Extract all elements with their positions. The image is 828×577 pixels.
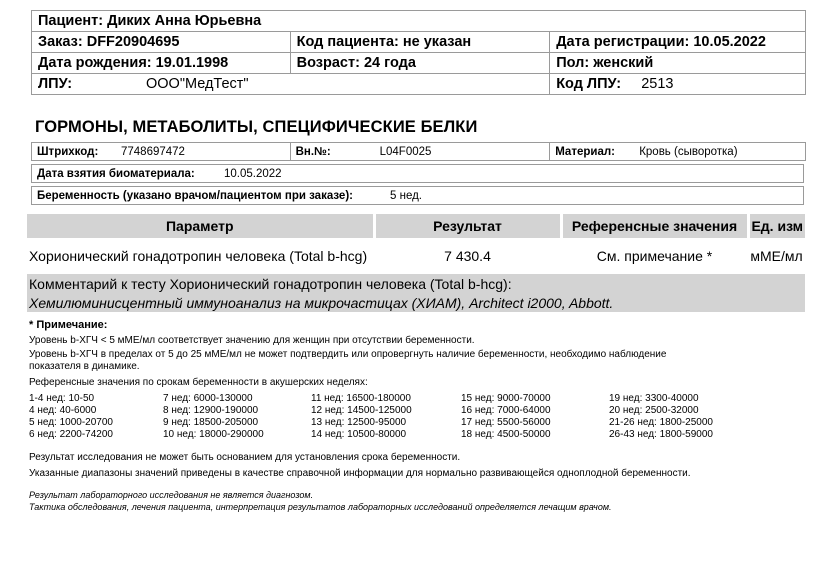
patient-name: Диких Анна Юрьевна [107, 13, 262, 29]
week-cell: 18 нед: 4500-50000 [461, 429, 551, 440]
sample-date-row [32, 165, 804, 183]
reference-value: См. примечание * [596, 248, 713, 264]
week-cell: 6 нед: 2200-74200 [29, 429, 113, 440]
results-table [27, 214, 805, 312]
internal-number-value: L04F0025 [379, 145, 432, 158]
col-header-result: Результат [374, 214, 561, 238]
result-value: 7 430.4 [444, 248, 491, 264]
table-row [29, 429, 789, 441]
order-label: Заказ: [38, 34, 83, 50]
sample-date-table [31, 164, 804, 183]
barcode-row [32, 143, 806, 161]
pregnancy-value: 5 нед. [390, 189, 422, 202]
week-cell: 13 нед: 12500-95000 [311, 417, 407, 428]
week-cell: 17 нед: 5500-56000 [461, 417, 551, 428]
week-reference-table [29, 393, 789, 441]
barcode-value: 7748697472 [121, 145, 185, 158]
method-row [27, 293, 805, 312]
note-line: Референсные значения по срокам беременности в акушерских неделях: [29, 377, 368, 388]
pregnancy-row [32, 187, 804, 205]
order-number: DFF20904695 [86, 34, 180, 50]
note-line: Уровень b-ХГЧ < 5 мМЕ/мл соответствует значению для женщин при отсутствии беременности. [29, 335, 475, 346]
lpu-code: 2513 [641, 76, 674, 92]
param-name: Хорионический гонадотропин человека (Total b-hcg) [29, 248, 368, 264]
age-label: Возраст: [296, 55, 360, 71]
disclaimer-line: Результат лабораторного исследования не является диагнозом. [29, 490, 314, 500]
week-cell: 10 нед: 18000-290000 [163, 429, 264, 440]
disclaimer-line: Тактика обследования, лечения пациента, интерпретация результатов лабораторных исследований определяется лечащим врачом. [29, 502, 612, 512]
lpu-label: ЛПУ: [38, 76, 73, 92]
order-row [32, 32, 806, 53]
week-cell: 26-43 нед: 1800-59000 [609, 429, 713, 440]
patient-code: не указан [402, 34, 472, 50]
week-cell: 15 нед: 9000-70000 [461, 393, 551, 404]
pregnancy-label: Беременность (указано врачом/пациентом при заказе): [37, 189, 353, 202]
week-cell: 7 нед: 6000-130000 [163, 393, 253, 404]
sex-label: Пол: [556, 55, 590, 71]
week-cell: 14 нед: 10500-80000 [311, 429, 407, 440]
week-cell: 12 нед: 14500-125000 [311, 405, 412, 416]
week-cell: 5 нед: 1000-20700 [29, 417, 113, 428]
patient-info-table [31, 10, 806, 95]
note-line: Уровень b-ХГЧ в пределах от 5 до 25 мМЕ/мл не может подтвердить или опровергнуть наличие беременности, необходимо наблюдение [29, 349, 667, 360]
age-value: 24 года [363, 55, 416, 71]
note-line: Результат исследования не может быть основанием для установления срока беременности. [29, 452, 461, 463]
section-title: ГОРМОНЫ, МЕТАБОЛИТЫ, СПЕЦИФИЧЕСКИЕ БЕЛКИ [35, 118, 478, 136]
note-title: * Примечание: [29, 319, 108, 331]
week-cell: 1-4 нед: 10-50 [29, 393, 95, 404]
note-line: Указанные диапазоны значений приведены в качестве справочной информации для нормально развивающейся одноплодной беременности. [29, 468, 691, 479]
week-cell: 8 нед: 12900-190000 [163, 405, 259, 416]
sample-info-table [31, 142, 806, 161]
col-header-reference: Референсные значения [561, 214, 748, 238]
table-row [27, 238, 805, 274]
sample-date-value: 10.05.2022 [224, 167, 282, 180]
lpu-code-label: Код ЛПУ: [556, 76, 622, 92]
week-cell: 19 нед: 3300-40000 [609, 393, 699, 404]
internal-number-label: Вн.№: [295, 145, 331, 158]
table-row [29, 393, 789, 405]
sex-value: женский [593, 55, 654, 71]
patient-code-label: Код пациента: [296, 34, 399, 50]
barcode-label: Штрихкод: [37, 145, 99, 158]
material-value: Кровь (сыворотка) [639, 145, 738, 158]
week-cell: 4 нед: 40-6000 [29, 405, 97, 416]
lpu-row [32, 74, 806, 95]
sample-date-label: Дата взятия биоматериала: [37, 167, 195, 180]
week-cell: 9 нед: 18500-205000 [163, 417, 259, 428]
test-comment: Комментарий к тесту Хорионический гонадотропин человека (Total b-hcg): [27, 274, 805, 293]
col-header-unit: Ед. изм [748, 214, 805, 238]
unit-value: мМЕ/мл [750, 248, 803, 264]
col-header-parameter: Параметр [27, 214, 374, 238]
birth-date: 19.01.1998 [155, 55, 229, 71]
pregnancy-table [31, 186, 804, 205]
material-label: Материал: [555, 145, 615, 158]
results-header-row [27, 214, 805, 238]
patient-name-label: Пациент: [38, 13, 104, 29]
patient-name-row [32, 11, 806, 32]
birth-row [32, 53, 806, 74]
reg-date: 10.05.2022 [693, 34, 766, 50]
test-method: Хемилюминисцентный иммуноанализ на микрочастицах (ХИАМ), Architect i2000, Abbott. [27, 293, 805, 312]
table-row [29, 417, 789, 429]
week-cell: 16 нед: 7000-64000 [461, 405, 551, 416]
week-cell: 11 нед: 16500-180000 [311, 393, 411, 404]
week-cell: 21-26 нед: 1800-25000 [609, 417, 713, 428]
lpu-name: ООО"МедТест" [146, 76, 249, 92]
table-row [29, 405, 789, 417]
week-cell: 20 нед: 2500-32000 [609, 405, 699, 416]
reg-date-label: Дата регистрации: [556, 34, 690, 50]
comment-row [27, 274, 805, 293]
birth-label: Дата рождения: [38, 55, 152, 71]
note-line: показателя в динамике. [29, 361, 140, 372]
